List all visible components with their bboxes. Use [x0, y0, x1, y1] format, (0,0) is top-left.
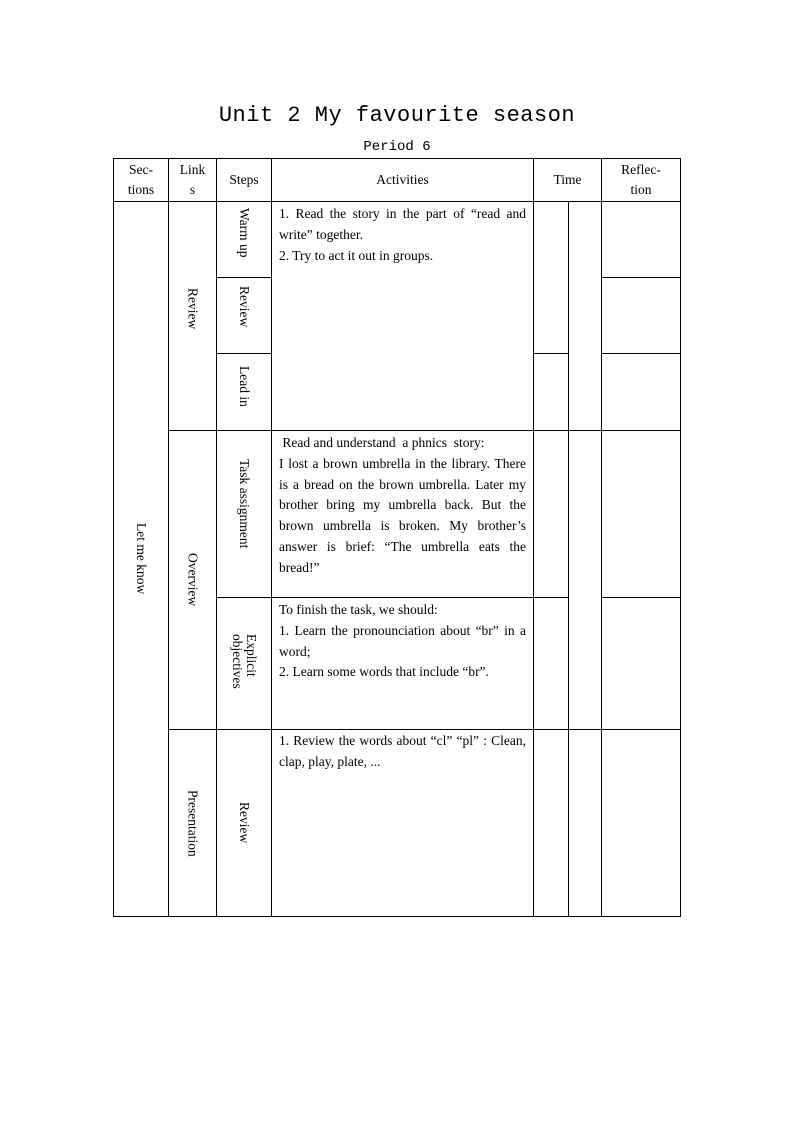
link-presentation-cell [169, 730, 216, 916]
activity-objectives-line: 1. Learn the pronounciation about “br” in a word; [279, 622, 526, 659]
header-sections-line1: Sec- [128, 162, 153, 177]
header-reflection-line1: Reflec- [621, 162, 661, 177]
header-sections [114, 159, 168, 201]
step-task-assignment-label: Task assignment [237, 459, 252, 549]
header-activities: Activities [376, 171, 429, 187]
step-explicit-objectives-line2: objectives [230, 634, 245, 689]
link-overview-label: Overview [185, 553, 201, 607]
link-overview-cell [169, 431, 216, 729]
activity-objectives-line: To finish the task, we should: [279, 602, 438, 617]
step-review2-cell [217, 730, 271, 916]
header-steps: Steps [229, 171, 259, 187]
period-label: Period 6 [363, 139, 431, 155]
link-review-cell [169, 202, 216, 430]
header-links-line1: Link [179, 162, 206, 177]
header-reflection-line2: tion [630, 182, 652, 197]
activity-task-story: I lost a brown umbrella in the library. There is a bread on the brown umbrella. Later my brother bring my umbrella back. But the brown umbrella is broken. My brother’s answer is brief: “The umbrella eats the bread!” [279, 455, 526, 575]
section-label: Let me know [134, 523, 149, 595]
header-links-line2: s [189, 182, 196, 197]
section-cell [114, 202, 168, 916]
link-review-label: Review [185, 288, 201, 330]
step-lead-in-label: Lead in [237, 366, 252, 407]
activity-presentation-cell [272, 730, 533, 916]
step-review-label: Review [237, 286, 252, 328]
link-presentation-label: Presentation [185, 789, 201, 857]
header-sections-line2: tions [127, 182, 155, 197]
step-explicit-objectives-line1: Explicit [244, 634, 259, 677]
step-explicit-objectives-label [230, 634, 258, 689]
header-time: Time [553, 171, 582, 187]
activity-objectives-line: 2. Learn some words that include “br”. [279, 664, 489, 680]
activity-warmup-cell [272, 202, 533, 430]
step-lead-in-cell [217, 354, 271, 430]
step-task-assignment-cell [217, 431, 271, 597]
step-warm-up-cell [217, 202, 271, 277]
document-title: Unit 2 My favourite season [218, 103, 576, 128]
step-warm-up-label: Warm up [237, 208, 252, 258]
step-explicit-objectives-cell [217, 598, 271, 729]
header-reflection [602, 159, 680, 201]
activity-objectives-cell [272, 598, 533, 729]
step-review-cell [217, 278, 271, 353]
activity-warmup-line: 2. Try to act it out in groups. [279, 247, 434, 263]
header-links [169, 159, 216, 201]
step-review2-label: Review [237, 802, 252, 844]
activity-presentation-line: 1. Review the words about “cl” “pl” : Clean, clap, play, plate, ... [279, 733, 526, 769]
activity-warmup-line: 1. Read the story in the part of “read and write” together. [279, 206, 526, 242]
activity-task-intro: Read and understand a phnics story: [279, 435, 485, 450]
activity-task-cell [272, 431, 533, 597]
